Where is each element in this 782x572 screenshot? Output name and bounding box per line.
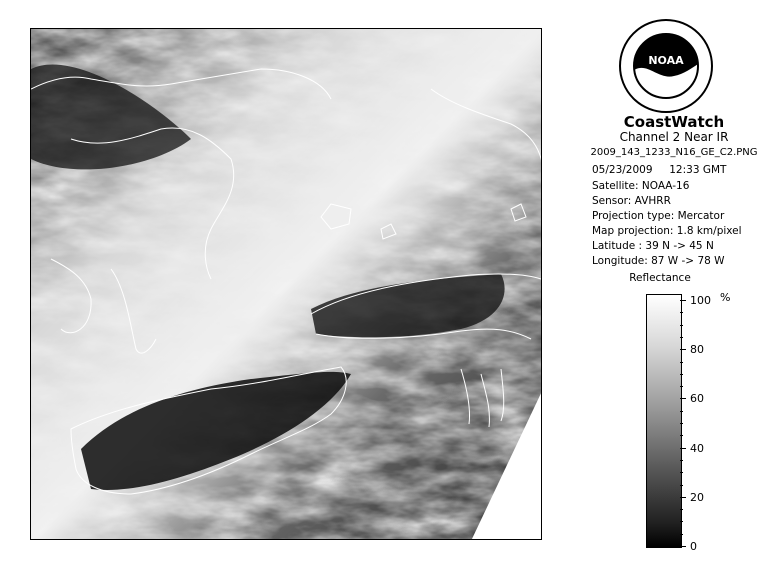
satellite-label: Satellite: NOAA-16: [592, 180, 690, 192]
colorbar-minor-tick: [680, 337, 683, 338]
colorbar-tick: [680, 546, 686, 547]
colorbar-minor-tick: [680, 325, 683, 326]
colorbar-tick: [680, 448, 686, 449]
colorbar-minor-tick: [680, 460, 683, 461]
colorbar-tick: [680, 349, 686, 350]
colorbar-title: Reflectance: [629, 272, 691, 284]
latitude-label: Latitude : 39 N -> 45 N: [592, 240, 714, 252]
colorbar-minor-tick: [680, 386, 683, 387]
colorbar-minor-tick: [680, 509, 683, 510]
colorbar-minor-tick: [680, 435, 683, 436]
colorbar-minor-tick: [680, 374, 683, 375]
colorbar-tick-label: 80: [690, 343, 704, 357]
colorbar-minor-tick: [680, 312, 683, 313]
map-projection-label: Map projection: 1.8 km/pixel: [592, 225, 742, 237]
product-title: CoastWatch: [623, 113, 725, 131]
colorbar: [646, 294, 682, 548]
colorbar-tick: [680, 497, 686, 498]
colorbar-tick-label: 20: [690, 490, 704, 504]
colorbar-unit: %: [720, 291, 731, 304]
colorbar-minor-tick: [680, 521, 683, 522]
colorbar-tick-label: 0: [690, 540, 697, 553]
colorbar-tick: [680, 300, 686, 301]
colorbar-tick: [680, 398, 686, 399]
satellite-image-svg: [31, 29, 542, 540]
logo-text: NOAA: [648, 54, 684, 67]
time-value: 12:33 GMT: [669, 164, 727, 176]
colorbar-tick-label: 100: [690, 294, 711, 307]
colorbar-minor-tick: [680, 362, 683, 363]
colorbar-minor-tick: [680, 423, 683, 424]
colorbar-minor-tick: [680, 534, 683, 535]
projection-type-label: Projection type: Mercator: [592, 210, 725, 222]
satellite-image: [30, 28, 542, 540]
colorbar-minor-tick: [680, 411, 683, 412]
colorbar-minor-tick: [680, 485, 683, 486]
longitude-label: Longitude: 87 W -> 78 W: [592, 255, 725, 267]
noaa-logo-icon: [618, 18, 714, 114]
sensor-label: Sensor: AVHRR: [592, 195, 671, 207]
colorbar-minor-tick: [680, 472, 683, 473]
datetime-row: [592, 164, 726, 176]
date-value: 05/23/2009: [592, 164, 653, 176]
channel-label: Channel 2 Near IR: [619, 130, 729, 144]
filename-label: 2009_143_1233_N16_GE_C2.PNG: [590, 147, 758, 158]
colorbar-tick-label: 40: [690, 441, 704, 455]
colorbar-tick-label: 60: [690, 392, 704, 406]
